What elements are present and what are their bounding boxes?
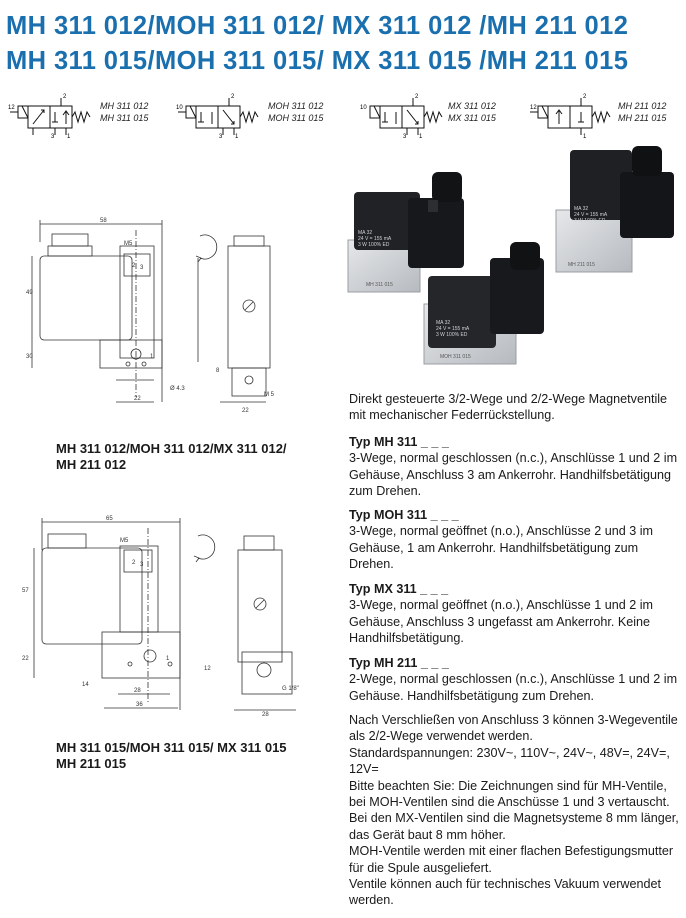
symbol-label: MH 311 015 — [100, 113, 149, 123]
svg-text:M5: M5 — [120, 538, 129, 544]
type-section-mh211 — [349, 655, 683, 704]
svg-text:1: 1 — [67, 134, 71, 138]
svg-text:57: 57 — [22, 588, 29, 594]
symbol-label: MX 311 012 — [448, 101, 496, 111]
type-title: Typ MH 211 _ _ _ — [349, 656, 449, 670]
type-description: 3-Wege, normal geschlossen (n.c.), Anschlüsse 1 und 2 im Gehäuse, Anschluss 3 am Ankerrohr. Handhilfsbetätigung zum Drehen. — [349, 451, 678, 499]
svg-text:24 V = 155 mA: 24 V = 155 mA — [436, 326, 470, 332]
svg-text:2: 2 — [583, 94, 587, 100]
svg-text:3: 3 — [51, 134, 55, 138]
type-title: Typ MOH 311 _ _ _ — [349, 508, 459, 522]
svg-text:1: 1 — [235, 134, 239, 138]
svg-text:30: 30 — [26, 354, 33, 360]
svg-text:MH 311 015: MH 311 015 — [366, 282, 393, 288]
type-description: 2-Wege, normal geschlossen (n.c.), Anschlüsse 1 und 2 im Gehäuse. Handhilfsbetätigung zum Drehen. — [349, 672, 678, 703]
type-title: Typ MH 311 _ _ _ — [349, 435, 449, 449]
type-description: 3-Wege, normal geöffnet (n.o.), Anschlüsse 1 und 2 im Gehäuse, Anschluss 3 ungefasst am Ankerrohr. Keine Handhilfsbetätigung. — [349, 598, 654, 646]
page-title-line-2: MH 311 015/MOH 311 015/ MX 311 015 /MH 211 015 — [6, 47, 629, 75]
note-paragraph: Nach Verschließen von Anschluss 3 können 3-Wegeventile als 2/2-Wege verwendet werden. — [349, 713, 678, 744]
svg-text:2: 2 — [415, 94, 419, 100]
svg-text:2: 2 — [63, 94, 67, 100]
svg-text:MA 32: MA 32 — [436, 320, 451, 326]
valve-mh311015-image — [348, 172, 464, 292]
symbol-label: MOH 311 015 — [268, 113, 324, 123]
svg-text:2: 2 — [132, 263, 136, 269]
svg-text:2: 2 — [231, 94, 235, 100]
svg-text:36: 36 — [136, 702, 143, 708]
symbol-label: MH 211 015 — [618, 113, 667, 123]
svg-text:28: 28 — [134, 688, 141, 694]
svg-text:24 V = 155 mA: 24 V = 155 mA — [358, 236, 392, 242]
note-paragraph: Standardspannungen: 230V~, 110V~, 24V~, 48V=, 24V=, 12V= — [349, 745, 670, 777]
symbol-mh211 — [530, 90, 680, 138]
svg-text:1: 1 — [166, 656, 170, 662]
svg-text:3 W 100% ED: 3 W 100% ED — [574, 218, 606, 224]
svg-text:12: 12 — [204, 666, 211, 672]
svg-text:3: 3 — [403, 134, 407, 138]
technical-drawing-012 — [20, 212, 290, 422]
symbol-label: MH 211 012 — [618, 101, 667, 111]
svg-text:2: 2 — [132, 560, 136, 566]
type-section-mx311 — [349, 581, 683, 647]
product-photo — [344, 146, 680, 372]
svg-text:1: 1 — [419, 134, 423, 138]
svg-text:65: 65 — [106, 516, 113, 522]
svg-text:24 V = 155 mA: 24 V = 155 mA — [574, 212, 608, 218]
type-description: 3-Wege, normal geöffnet (n.o.), Anschlüsse 2 und 3 im Gehäuse, 1 am Ankerrohr. Handhilfsbetätigung zum Drehen. — [349, 524, 654, 572]
drawing-2-caption: MH 311 015/MOH 311 015/ MX 311 015 MH 211 015 — [56, 740, 287, 771]
technical-drawing-015 — [20, 510, 310, 720]
svg-text:14: 14 — [82, 682, 89, 688]
intro-text: Direkt gesteuerte 3/2-Wege und 2/2-Wege Magnetventile mit mechanischer Federrückstellung. — [349, 392, 668, 423]
svg-text:MH 211 015: MH 211 015 — [568, 262, 595, 268]
svg-text:10: 10 — [176, 105, 183, 111]
svg-text:49: 49 — [26, 290, 33, 296]
svg-text:12: 12 — [8, 105, 15, 111]
valve-mh211015-image — [556, 146, 674, 272]
svg-text:3 W 100% ED: 3 W 100% ED — [436, 332, 468, 338]
note-paragraph: MOH-Ventile werden mit einer flachen Befestigungsmutter für die Spule ausgeliefert. — [349, 844, 674, 875]
valve-symbol-3-2-nc-icon — [8, 90, 98, 138]
svg-text:22: 22 — [22, 656, 29, 662]
svg-text:3: 3 — [140, 562, 144, 568]
page-title-line-1: MH 311 012/MOH 311 012/ MX 311 012 /MH 211 012 — [6, 12, 629, 40]
symbol-label: MX 311 015 — [448, 113, 496, 123]
svg-text:M 5: M 5 — [264, 392, 275, 398]
svg-text:3 W 100% ED: 3 W 100% ED — [358, 242, 390, 248]
symbol-mh311 — [8, 90, 168, 138]
valve-symbol-3-2-no-icon — [176, 90, 266, 138]
svg-text:3: 3 — [219, 134, 223, 138]
type-section-mh311 — [349, 434, 683, 500]
svg-text:28: 28 — [262, 712, 269, 718]
symbol-label: MOH 311 012 — [268, 101, 324, 111]
notes-text — [349, 712, 683, 909]
type-section-moh311 — [349, 507, 683, 573]
svg-text:MA 32: MA 32 — [574, 206, 589, 212]
svg-text:22: 22 — [242, 408, 249, 414]
symbol-mx311 — [360, 90, 520, 138]
svg-text:3: 3 — [140, 265, 144, 271]
drawing-1-caption: MH 311 012/MOH 311 012/MX 311 012/ MH 211 012 — [56, 441, 287, 472]
valve-symbol-2-2-nc-icon — [530, 90, 616, 138]
svg-text:22: 22 — [134, 396, 141, 402]
note-paragraph: Bitte beachten Sie: Die Zeichnungen sind für MH-Ventile, bei MOH-Ventilen sind die Anschüsse 1 und 3 vertauscht. Bei den MX-Ventilen sind die Magnetsysteme 8 mm länger, das Gerät baut 8 mm höher. — [349, 778, 679, 842]
svg-text:1: 1 — [150, 354, 154, 360]
svg-text:G 1/8": G 1/8" — [282, 686, 299, 692]
svg-text:MA 32: MA 32 — [358, 230, 373, 236]
svg-text:58: 58 — [100, 218, 107, 224]
svg-text:10: 10 — [360, 105, 367, 111]
valve-symbol-3-2-no-icon — [360, 90, 450, 138]
svg-text:8: 8 — [216, 368, 220, 374]
note-paragraph: Ventile können auch für technisches Vakuum verwendet werden. — [349, 877, 662, 908]
svg-text:M5: M5 — [124, 241, 133, 247]
svg-text:12: 12 — [530, 105, 537, 111]
svg-text:1: 1 — [583, 134, 587, 138]
svg-text:MOH 311 015: MOH 311 015 — [440, 354, 471, 360]
type-title: Typ MX 311 _ _ _ — [349, 582, 449, 596]
symbol-label: MH 311 012 — [100, 101, 149, 111]
symbol-moh311 — [176, 90, 336, 138]
svg-text:Ø 4.3: Ø 4.3 — [170, 386, 185, 392]
